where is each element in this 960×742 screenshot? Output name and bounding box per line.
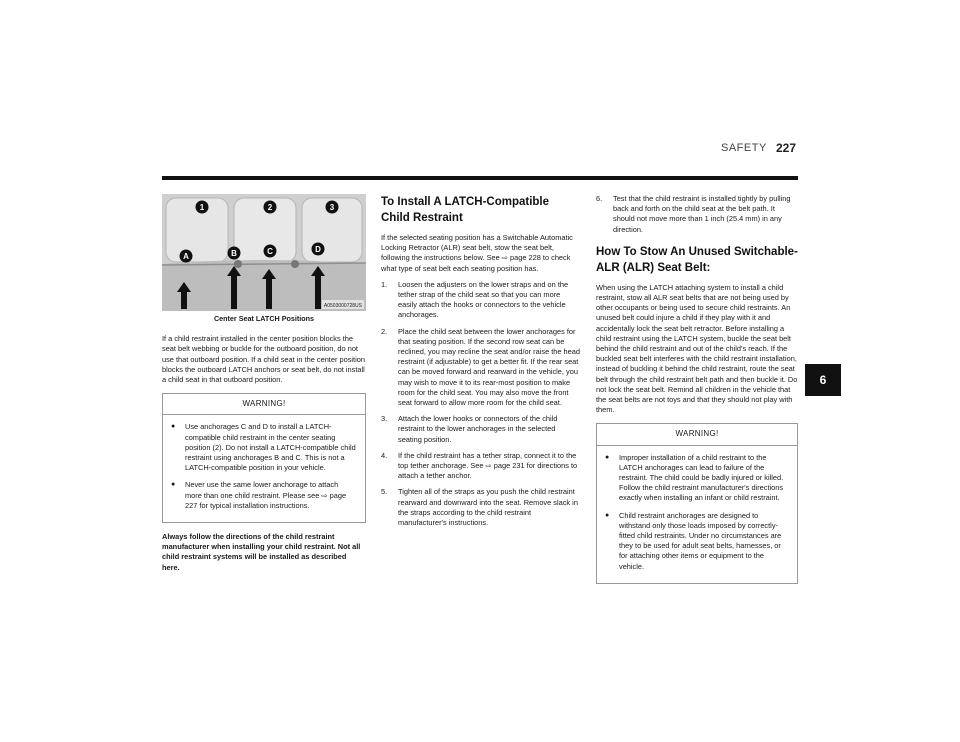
install-steps [381, 280, 580, 528]
header-rule [162, 176, 798, 180]
install-intro: If the selected seating position has a Switchable Automatic Locking Retractor (ALR) seat belt, stow the seat belt, following the instructions below. See ⇨ page 228 to check what type of seat belt each seating position has. [381, 233, 573, 273]
svg-text:B: B [231, 249, 237, 258]
column-2 [381, 194, 580, 534]
column-3 [596, 194, 798, 593]
warning-item: ● Never use the same lower anchorage to attach more than one child restraint. Please see ⇨ page 227 for typical installation instructions. [171, 480, 357, 511]
list-item: 1. Loosen the adjusters on the lower straps and on the tether strap of the child seat so that you can more easily attach the hooks or connectors to the vehicle anchorages. [381, 279, 569, 320]
svg-text:D: D [315, 245, 321, 254]
list-item: 4. If the child restraint has a tether strap, connect it to the top tether anchorage. See ⇨ page 231 for directions to attach a tether anchor. [381, 450, 578, 481]
install-steps-cont [596, 194, 798, 235]
svg-text:2: 2 [267, 203, 273, 212]
warning-item: ● Use anchorages C and D to install a LATCH-compatible child restraint in the center seating position (2). Do not install a LATCH-compatible child restraint using anchorages B and C. This is not a LATCH-compatible position in your vehicle. [171, 422, 357, 473]
intro-paragraph: If a child restraint installed in the center position blocks the seat belt webbing or buckle for the outboard position, do not use that outboard position. If a child seat in the center position blocks the outboard LATCH anchors or seat belt, do not install a child seat in that outboard position. [162, 334, 365, 385]
svg-text:A: A [183, 252, 189, 261]
warning-title: WARNING! [597, 424, 797, 445]
image-code: A0503000728US [323, 303, 362, 309]
section-heading-install: To Install A LATCH-Compatible Child Restraint [381, 196, 550, 224]
warning-title: WARNING! [163, 394, 365, 415]
svg-text:1: 1 [199, 203, 205, 212]
manufacturer-note: Always follow the directions of the child restraint manufacturer when installing your child restraint. Not all child restraint systems will be installed as described here. [162, 532, 361, 572]
warning-box-1 [162, 393, 366, 523]
chapter-tab: 6 [805, 364, 841, 396]
figure-caption: Center Seat LATCH Positions [213, 314, 315, 323]
page-number: 227 [776, 141, 797, 155]
list-item: 6. Test that the child restraint is installed tightly by pulling back and forth on the child seat at the belt path. It should not move more than 1 inch (25.4 mm) in any direction. [596, 194, 791, 234]
section-header: SAFETY [721, 142, 767, 154]
warning-item: ● Improper installation of a child restraint to the LATCH anchorages can lead to failure of the restraint. The child could be badly injured or killed. Follow the child restraint manufacturer's directions exactly when installing an infant or child restraint. [605, 453, 789, 504]
section-heading-stow: How To Stow An Unused Switchable-ALR (ALR) Seat Belt: [596, 245, 798, 274]
column-1 [162, 194, 366, 579]
list-item: 3. Attach the lower hooks or connectors of the child restraint to the lower anchorages in the selected seating position. [381, 414, 558, 444]
warning-item: ● Child restraint anchorages are designed to withstand only those loads imposed by correctly-fitted child restraints. Under no circumstances are they to be used for adult seat belts, harnesses, or for attaching other items or equipment to the vehicle. [605, 511, 789, 572]
svg-text:C: C [267, 247, 273, 256]
stow-paragraph: When using the LATCH attaching system to install a child restraint, stow all ALR seat belts that are not being used by other occupants or being used to secure child restraints. An unused belt could injure a child if they play with it and accidentally lock the seat belt retractor. Before installing a child restraint using the LATCH system, buckle the seat belt behind the child restraint and out of the child's reach. If the buckled seat belt interferes with the child restraint installation, instead of buckling it behind the child restraint, route the seat belt through the child restraint belt path and then buckle it. Do not lock the seat belt. Remind all children in the vehicle that the seat belts are not toys and that they should not play with them. [596, 282, 798, 415]
seat-latch-illustration [162, 194, 366, 311]
list-item: 2. Place the child seat between the lower anchorages for that seating position. If the second row seat can be reclined, you may recline the seat and/or raise the head restraint (if adjustable) to get a better fit. If the rear seat can be moved forward and rearward in the vehicle, you may wish to move it to its rear-most position to make room for the child seat. You may also move the front seat forward to allow more room for the child seat. [381, 326, 580, 408]
warning-box-2 [596, 423, 798, 583]
svg-text:3: 3 [329, 203, 335, 212]
list-item: 5. Tighten all of the straps as you push the child restraint rearward and downward into the seat. Remove slack in the straps according to the child restraint manufacturer's instructions. [381, 487, 578, 528]
seat-latch-figure [162, 194, 366, 311]
